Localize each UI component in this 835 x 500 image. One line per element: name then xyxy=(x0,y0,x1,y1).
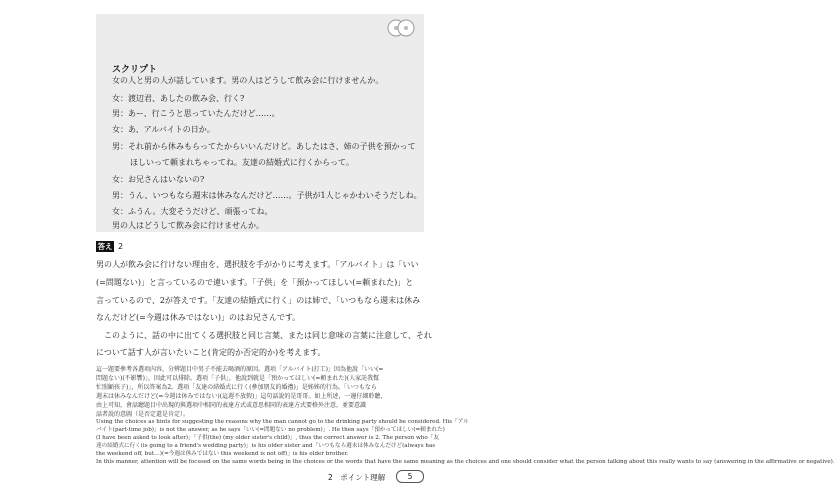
answer-number: 2 xyxy=(118,242,124,251)
answer-label: 答え xyxy=(97,242,113,251)
chinese-line: 忙照顧孩子)」，所以答案為2。選項「友達の結婚式に行く(參加朋友的婚禮)」是姊姊的行為。「いつもなら xyxy=(96,384,377,391)
chinese-line: 週末は休みなんだけど(=今週は休みではない)(這週不放假)」這句話說的是哥哥。如上所述，一邊仔細聆聽， xyxy=(96,393,387,400)
script-line: 男：うん、いつもなら週末は休みなんだけど……。子供が1人じゃかわいそうだしね。 xyxy=(112,191,422,200)
script-line: 男：あー、行こうと思っていたんだけど……。 xyxy=(112,109,280,118)
english-line: バイト(part-time job)」is not the answer, as he says「いい(=問題ない no problem)」. He then says「預かってほしい(=頼まれた) xyxy=(96,427,445,433)
chinese-line: 問題ない)(不影響)」，因此可以排除。選項「子供」，他說到就是「預かってほしい(=頼まれた)(人家託我幫 xyxy=(96,375,380,382)
explanation-line: 言っているので、2が答えです。「友達の結婚式に行く」のは姉で、「いつもなら週末は休み xyxy=(96,296,421,305)
page-number: 5 xyxy=(396,470,424,483)
explanation-line: 男の人が飲み会に行けない理由を、選択肢を手がかりに考えます。「アルバイト」は「いい xyxy=(96,260,419,269)
chinese-line: 話者說的意圖（是否定還是肯定）。 xyxy=(96,411,190,418)
english-line: the weekend off, but…)(=今週は休みではない this weekend is not off)」is his older brother. xyxy=(96,451,349,457)
script-line: 男：それ前から休みもらってたからいいんだけど。あしたはさ、姉の子供を預かって xyxy=(112,142,416,151)
english-line: (I have been asked to look after)」「子供(the) (my older sister's child)」, thus the correct answer is 2. The person who「友 xyxy=(96,435,439,441)
explanation-line: なんだけど(=今週は休みではない)」のはお兄さんです。 xyxy=(96,313,301,322)
explanation-line: このように、話の中に出てくる選択肢と同じ言葉、または同じ意味の言葉に注意して、それ xyxy=(104,331,432,340)
chinese-line: 這一題要參考各選項內容，分辨題目中男子不能去喝酒的原因。選項「アルバイト(打工)」因為他說「いい(= xyxy=(96,366,384,373)
explanation-line: (=問題ない)」と言っているので違います。「子供」を「預かってほしい(=頼まれた)」と xyxy=(96,278,414,287)
script-line: ほしいって頼まれちゃってね。友達の結婚式に行くからって。 xyxy=(130,158,354,167)
cd-icon xyxy=(386,18,416,38)
script-line: 女の人と男の人が話しています。男の人はどうして飲み会に行けませんか。 xyxy=(112,76,384,85)
script-line: 女：ふうん。大変そうだけど、頑張ってね。 xyxy=(112,207,273,216)
script-title: スクリプト xyxy=(112,65,158,75)
script-line: 男の人はどうして飲み会に行けませんか。 xyxy=(112,221,264,230)
section-title: 2 ポイント理解 xyxy=(328,473,386,482)
explanation-line: について話す人が言いたいこと(肯定的か否定的か)を考えます。 xyxy=(96,348,326,357)
script-line: 女：渡辺君、あしたの飲み会、行く? xyxy=(112,94,245,103)
english-line: 達の結婚式に行く(is going to a friend's wedding party)」is his older sister and「いつもなら週末は休みなんだけど(always has xyxy=(96,443,436,449)
english-line: In this manner, attention will be focused on the same words being in the choices or the words that have the same meaning as the choices and one should consider what the person talking about this really wants to say (answering in the affirmative or negative). xyxy=(96,459,835,465)
script-line: 女：あ、アルバイトの日か。 xyxy=(112,125,215,134)
english-line: Using the choices as hints for suggesting the reasons why the man cannot go to the drinking party should be considered. His「アル xyxy=(96,419,469,425)
chinese-line: 由上可知，會話聽題目中出現的與選項中相同的表達方式或意思相同的表達方式要格外注意，並要意識 xyxy=(96,402,367,409)
script-line: 女：お兄さんはいないの? xyxy=(112,175,205,184)
